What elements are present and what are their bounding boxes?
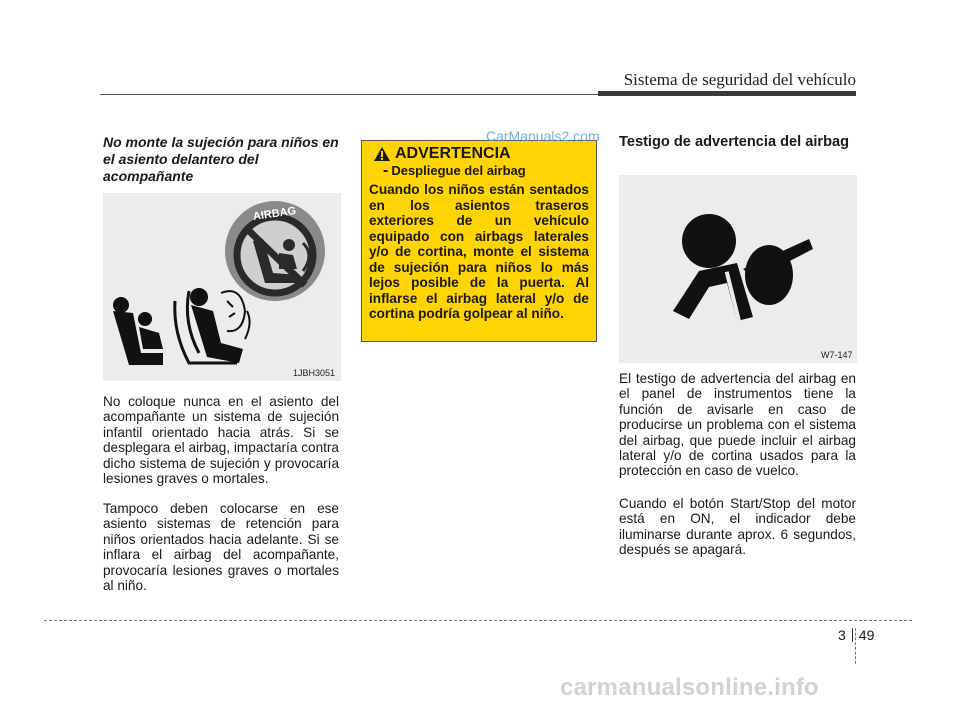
warning-title: ADVERTENCIA xyxy=(395,145,511,162)
airbag-warning-light-icon xyxy=(619,175,857,363)
right-paragraph-2: Cuando el botón Start/Stop del motor está en ON, el indicador debe iluminarse durante aprox. 6 segundos, después se apagará. xyxy=(619,496,856,558)
footer-site-watermark: carmanualsonline.info xyxy=(560,674,819,701)
header-rule-accent xyxy=(598,91,856,96)
watermark-text: CarManuals2.com xyxy=(486,128,600,144)
left-paragraph-1: No coloque nunca en el asiento del acompañante un sistema de sujeción infantil orientado hacia atrás. Si se desplegara el airbag, impactaría contra dicho sistema de sujeción y provocaría lesiones graves o mortales. xyxy=(103,394,339,487)
warning-subtitle-dash: - xyxy=(383,162,389,179)
footer-dashed-rule xyxy=(44,620,912,621)
left-paragraph-2: Tampoco deben colocarse en ese asiento sistemas de retención para niños orientados hacia adelante. Si se inflara el airbag del acompañante, provocaría lesiones graves o mortales al niño. xyxy=(103,501,339,594)
page-header-title: Sistema de seguridad del vehículo xyxy=(623,70,856,89)
child-seat-figure xyxy=(103,193,341,381)
right-paragraph-1: El testigo de advertencia del airbag en el panel de instrumentos tiene la función de avisarle en caso de producirse un problema con el sistema del airbag, que puede incluir el airbag lateral y/o de cortina usados para la protección en caso de vuelco. xyxy=(619,371,856,479)
chapter-number: 3 xyxy=(838,627,846,643)
page-number xyxy=(838,627,874,643)
warning-text: Cuando los niños están sentados en los asientos traseros exteriores de un vehículo equipado con airbags laterales y/o de cortina, monte el sistema de sujeción para niños lo más lejos posible de la puerta. Al inflarse el airbag lateral y/o de cortina podría golpear al niño. xyxy=(369,182,589,321)
right-section-heading: Testigo de advertencia del airbag xyxy=(619,134,850,150)
rear-seat-occupant xyxy=(113,297,163,365)
airbag-deploy-outline xyxy=(221,291,250,339)
airbag-badge-text: AIRBAG xyxy=(252,205,297,223)
warning-triangle-icon xyxy=(373,146,391,162)
page-number-value: 49 xyxy=(858,627,875,643)
warning-subtitle xyxy=(383,162,526,180)
warning-subtitle-text: Despliegue del airbag xyxy=(391,163,526,178)
figure-code-right: W7-147 xyxy=(821,350,853,360)
left-section-heading: No monte la sujeción para niños en el asiento delantero del acompañante xyxy=(103,134,339,184)
child-seat-illustration xyxy=(103,193,341,381)
page-number-separator xyxy=(852,628,853,642)
airbag-warning-light-figure xyxy=(619,175,857,363)
figure-code-left: 1JBH3051 xyxy=(293,368,336,378)
